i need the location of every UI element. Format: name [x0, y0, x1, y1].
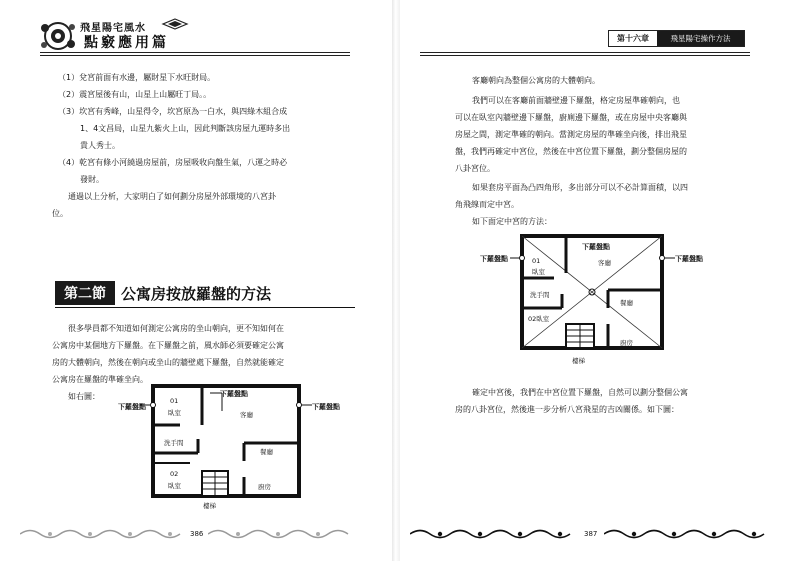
compass-point-left: 下羅盤點 — [118, 403, 146, 411]
dining-room-label: 餐廳 — [260, 448, 273, 456]
compass-point-top-2: 下羅盤點 — [582, 243, 610, 251]
left-page — [0, 0, 392, 561]
list-item-4-cont: 發財。 — [80, 175, 104, 184]
list-item-4: （4）乾宮有條小河繞過房屋前，房屋吸收向盤生氣，八運之時必 — [58, 158, 288, 167]
floral-logo-icon — [36, 18, 80, 54]
right-para-1: 客廳朝向為整個公寓房的大體朝向。 — [472, 76, 600, 85]
list-item-3-cont2: 貴人秀士。 — [80, 141, 120, 150]
series-title: 飛星陽宅風水 — [80, 23, 146, 34]
right-para-8: 角飛線而定中宮。 — [455, 200, 519, 209]
list-item-3-cont: 1、4文昌局，山星九紫火上山，因此判斷該房屋九運時多出 — [80, 124, 291, 133]
kitchen-label: 廚房 — [258, 483, 271, 491]
book-gutter — [392, 0, 400, 561]
compass-point-right: 下羅盤點 — [312, 403, 340, 411]
right-para-2: 我們可以在客廳前面牆壁邊下羅盤，格定房屋準確朝向，也 — [472, 96, 680, 105]
section-rule — [55, 307, 355, 308]
chapter-number: 第十六章 — [617, 34, 649, 43]
body-line-1: 很多學員都不知道如何測定公寓房的坐山朝向，更不知如何在 — [68, 324, 284, 333]
body-line-4: 公寓房在羅盤的準確坐向。 — [52, 375, 148, 384]
right-header-rule — [420, 52, 750, 53]
list-item-1: （1）兌宮前面有水邊，屬財星下水旺財局。 — [58, 73, 216, 82]
page-number-right: 387 — [584, 530, 598, 538]
room-02-number: 02 — [170, 470, 179, 478]
summary-line-2: 位。 — [52, 209, 68, 218]
right-para-4: 房屋之間，測定準確的朝向。當測定房屋的準確坐向後，排出飛星 — [455, 130, 687, 139]
plan2-dining-room: 餐廳 — [620, 299, 633, 307]
diamond-ornament-icon — [160, 18, 190, 30]
plan2-bathroom: 洗手間 — [530, 291, 550, 299]
summary-line-1: 通過以上分析，大家明白了如何劃分房屋外部環境的八宮卦 — [68, 192, 276, 201]
footer-ornament-right-icon — [208, 527, 358, 541]
right-header-rule-thin — [420, 55, 750, 56]
right-para-9: 如下面定中宮的方法： — [472, 217, 552, 226]
chapter-title: 飛星陽宅操作方法 — [657, 31, 744, 46]
living-room-label: 客廳 — [240, 411, 253, 419]
header-rule — [40, 52, 350, 53]
chapter-header — [608, 30, 745, 47]
plan2-kitchen: 廚房 — [620, 339, 633, 347]
figure-intro: 如右圖： — [68, 392, 100, 401]
room-01-number: 01 — [170, 397, 179, 405]
compass-point-left-2: 下羅盤點 — [480, 255, 508, 263]
book-title: 點竅應用篇 — [84, 35, 169, 51]
footer-ornament-icon — [20, 527, 185, 541]
bathroom-label: 洗手間 — [164, 439, 184, 447]
body-line-2: 公寓房中某個地方下羅盤。在下羅盤之前，風水師必須要確定公寓 — [52, 341, 284, 350]
compass-point-top: 下羅盤點 — [220, 390, 248, 398]
right-footer-ornament-2-icon — [604, 527, 774, 541]
section-title: 公寓房按放羅盤的方法 — [121, 285, 272, 303]
right-after-figure-1: 確定中宮後，我們在中宮位置下羅盤，自然可以劃分整個公寓 — [472, 388, 688, 397]
body-line-3: 房的大體朝向，然後在朝向或坐山的牆壁處下羅盤，自然就能確定 — [52, 358, 284, 367]
compass-point-right-2: 下羅盤點 — [675, 255, 703, 263]
room-01-bedroom: 臥室 — [168, 409, 181, 417]
page-number-left: 386 — [190, 530, 204, 538]
list-item-2: （2）震宮屋後有山，山星上山屬旺丁局。。 — [58, 90, 212, 99]
plan2-stairs: 樓梯 — [572, 357, 585, 365]
header-rule-thin — [40, 55, 350, 56]
section-tag: 第二節 — [55, 281, 115, 305]
room-02-bedroom: 臥室 — [168, 482, 181, 490]
right-footer-ornament-icon — [410, 527, 575, 541]
plan2-room-02-bedroom: 02臥室 — [528, 315, 550, 323]
right-after-figure-2: 房的八卦宮位，然後進一步分析八宮飛星的吉凶關係。如下圖： — [455, 405, 679, 414]
list-item-3: （3）坎宮有秀峰，山星得令，坎宮原為一白水，與四綠木組合成 — [58, 107, 288, 116]
stairs-label: 樓梯 — [203, 502, 216, 510]
plan2-living-room: 客廳 — [598, 259, 611, 267]
right-para-3: 可以在臥室內牆壁邊下羅盤，廚廁邊下羅盤，或在房屋中央客廳與 — [455, 113, 687, 122]
plan2-room-01: 01 — [532, 257, 541, 265]
right-para-6: 八卦宮位。 — [455, 164, 495, 173]
right-para-5: 盤，我們再確定中宮位，然後在中宮位置下羅盤，劃分整個房屋的 — [455, 147, 687, 156]
plan2-bedroom: 臥室 — [532, 268, 545, 276]
right-para-7: 如果套房平面為凸四角形，多出部分可以不必計算面積，以四 — [472, 183, 688, 192]
